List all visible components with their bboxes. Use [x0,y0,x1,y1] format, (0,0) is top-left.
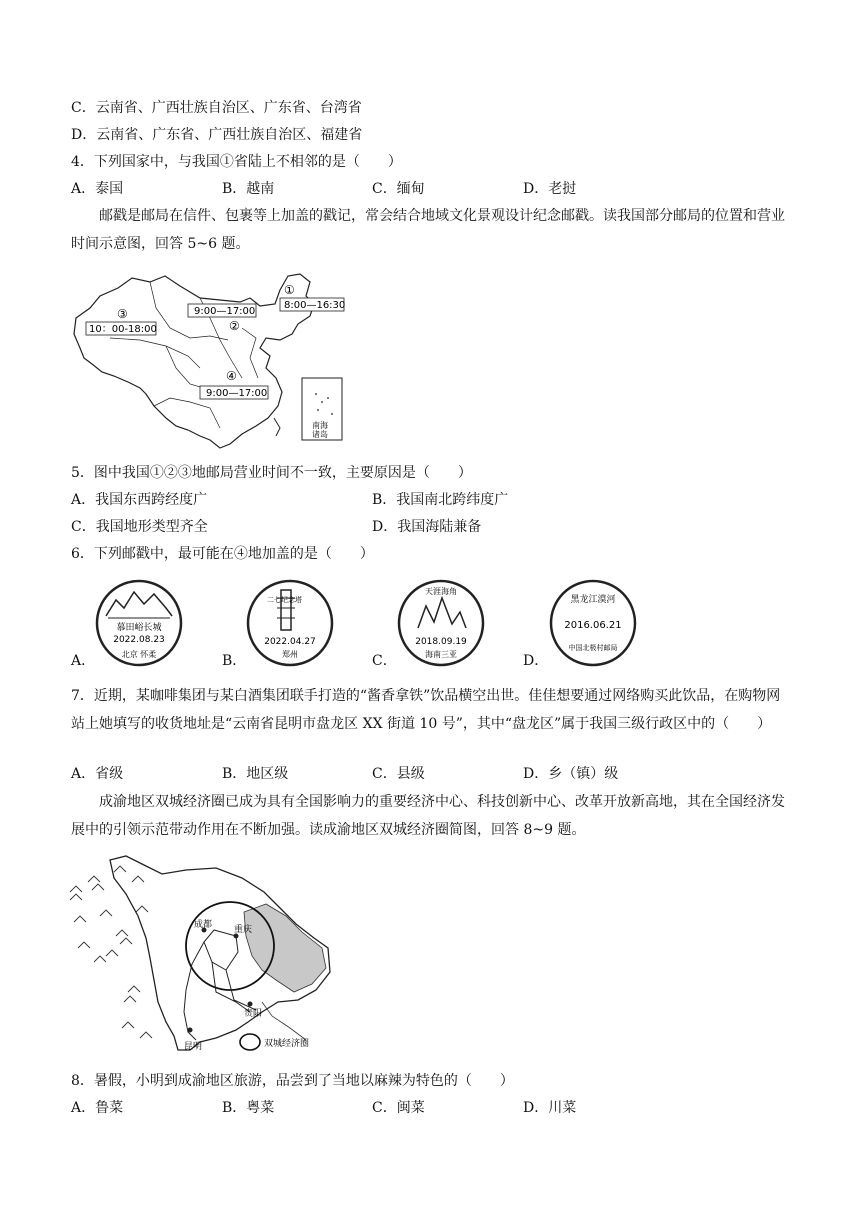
map2-legend-label: 双城经济圈 [264,1039,310,1049]
stamp-a-place: 北京 怀柔 [121,650,157,659]
chengyu-map [66,852,336,1060]
q4-option-c: C．缅甸 [372,181,425,197]
map1-label-2: ② [229,319,240,333]
q6-option-d: D． [523,653,549,669]
q5-stem: 5．图中我国①②③地邮局营业时间不一致，主要原因是（ ） [71,465,472,481]
q5-option-b: B．我国南北跨纬度广 [372,492,509,508]
intro-5-6: 邮戳是邮局在信件、包裹等上加盖的戳记，常会结合地域文化景观设计纪念邮戳。读我国部分邮局的位置和营业时间示意图，回答 5~6 题。 [71,208,785,252]
map1-time-1: 8:00—16:30 [284,300,346,311]
q4-stem: 4．下列国家中，与我国①省陆上不相邻的是（ ） [71,154,402,170]
q4-option-b: B．越南 [222,181,275,197]
stamp-a-date: 2022.08.23 [113,635,165,645]
stamp-a-title: 慕田峪长城 [116,623,162,633]
q7-option-d: D．乡（镇）级 [523,766,619,782]
stamp-c-place: 海南三亚 [425,650,457,659]
q4-option-d: D．老挝 [523,181,577,197]
map1-label-nanhai: 南海 [312,421,328,430]
map1-time-3: 10：00-18:00 [89,324,157,335]
q4-option-a: A．泰国 [71,181,124,197]
q8-option-c: C．闽菜 [372,1100,425,1116]
stamp-b-place: 郑州 [282,650,298,659]
q7-option-a: A．省级 [71,766,124,782]
map2-label-kunming: 昆明 [184,1042,203,1052]
stamp-c-title: 天涯海角 [425,587,457,596]
map2-label-chengdu: 成都 [194,920,213,930]
stamp-a-image [94,578,184,668]
q6-option-b: B． [222,653,247,669]
q7-option-c: C．县级 [372,766,425,782]
china-post-map [70,268,360,452]
q3-option-c: C．云南省、广西壮族自治区、广东省、台湾省 [71,100,362,116]
map1-time-4: 9:00—17:00 [206,388,268,399]
q8-stem: 8．暑假，小明到成渝地区旅游，品尝到了当地以麻辣为特色的（ ） [71,1073,514,1089]
stamp-d-title: 黑龙江漠河 [570,595,616,605]
q7-option-b: B．地区级 [222,766,289,782]
q6-option-a: A． [71,653,96,669]
q8-option-d: D．川菜 [523,1100,577,1116]
map1-time-2: 9:00—17:00 [194,306,256,317]
q3-option-d: D．云南省、广东省、广西壮族自治区、福建省 [71,127,363,143]
map1-label-1: ① [284,283,295,297]
stamp-c-date: 2018.09.19 [415,637,467,647]
stamp-d-date: 2016.06.21 [564,620,622,631]
map2-label-chongqing: 重庆 [234,925,253,935]
q5-option-d: D．我国海陆兼备 [372,519,482,535]
stamp-b-title: 二七纪念塔 [267,596,302,604]
q6-option-c: C． [372,653,397,669]
map2-label-guiyang: 贵阳 [244,1009,263,1019]
intro-8-9: 成渝地区双城经济圈已成为具有全国影响力的重要经济中心、科技创新中心、改革开放新高地，其在全国经济发展中的引领示范带动作用在不断加强。读成渝地区双城经济圈简图，回答 8~9 题。 [71,794,785,838]
map1-label-3: ③ [117,307,128,321]
stamp-d-place: 中国北极村邮局 [568,644,618,652]
q5-option-a: A．我国东西跨经度广 [71,492,208,508]
map1-label-zhudao: 诸岛 [312,430,328,439]
q8-option-a: A．鲁菜 [71,1100,124,1116]
stamp-c-image [396,578,486,668]
q7-stem: 7．近期，某咖啡集团与某白酒集团联手打造的“酱香拿铁”饮品横空出世。佳佳想要通过网络购买此饮品，在购物网站上她填写的收货地址是“云南省昆明市盘龙区 XX 街道 10 号”，其中“盘龙区”属于我国三级行政区中的（ ） [71,688,781,732]
stamp-b-date: 2022.04.27 [264,637,316,647]
q5-option-c: C．我国地形类型齐全 [71,519,208,535]
stamp-d-image [548,578,638,668]
q6-stem: 6．下列邮戳中，最可能在④地加盖的是（ ） [71,546,374,562]
q8-option-b: B．粤菜 [222,1100,275,1116]
stamp-b-image [245,578,335,668]
map1-label-4: ④ [226,369,237,383]
